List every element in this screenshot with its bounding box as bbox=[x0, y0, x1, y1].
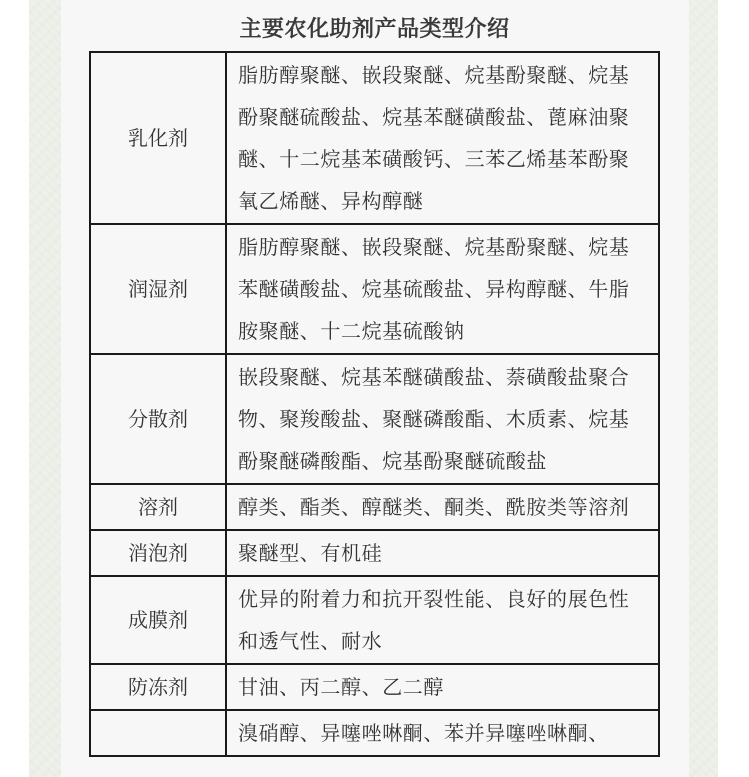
table-row bbox=[90, 224, 659, 354]
row-name-dispersant: 分散剂 bbox=[90, 354, 226, 484]
row-name-defoamer: 消泡剂 bbox=[90, 530, 226, 576]
row-desc-defoamer: 聚醚型、有机硅 bbox=[226, 530, 659, 576]
additive-table bbox=[89, 51, 660, 757]
table-row bbox=[90, 484, 659, 530]
row-desc-antifreeze: 甘油、丙二醇、乙二醇 bbox=[226, 664, 659, 710]
row-name-emulsifier: 乳化剂 bbox=[90, 52, 226, 224]
row-name-film-former: 成膜剂 bbox=[90, 576, 226, 664]
row-desc-film-former: 优异的附着力和抗开裂性能、良好的展色性和透气性、耐水 bbox=[226, 576, 659, 664]
row-desc-emulsifier: 脂肪醇聚醚、嵌段聚醚、烷基酚聚醚、烷基酚聚醚硫酸盐、烷基苯醚磺酸盐、蓖麻油聚醚、十二烷基苯磺酸钙、三苯乙烯基苯酚聚氧乙烯醚、异构醇醚 bbox=[226, 52, 659, 224]
row-name-antifreeze: 防冻剂 bbox=[90, 664, 226, 710]
table-row bbox=[90, 710, 659, 756]
table-row bbox=[90, 52, 659, 224]
row-desc-preservative: 溴硝醇、异噻唑啉酮、苯并异噻唑啉酮、 bbox=[226, 710, 659, 756]
row-name-wetting-agent: 润湿剂 bbox=[90, 224, 226, 354]
table-title: 主要农化助剂产品类型介绍 bbox=[239, 17, 510, 42]
table-row bbox=[90, 354, 659, 484]
row-name-preservative bbox=[90, 710, 226, 756]
row-name-solvent: 溶剂 bbox=[90, 484, 226, 530]
row-desc-dispersant: 嵌段聚醚、烷基苯醚磺酸盐、萘磺酸盐聚合物、聚羧酸盐、聚醚磷酸酯、木质素、烷基酚聚醚磷酸酯、烷基酚聚醚硫酸盐 bbox=[226, 354, 659, 484]
row-desc-solvent: 醇类、酯类、醇醚类、酮类、酰胺类等溶剂 bbox=[226, 484, 659, 530]
table-row bbox=[90, 664, 659, 710]
table-row bbox=[90, 576, 659, 664]
row-desc-wetting-agent: 脂肪醇聚醚、嵌段聚醚、烷基酚聚醚、烷基苯醚磺酸盐、烷基硫酸盐、异构醇醚、牛脂胺聚醚、十二烷基硫酸钠 bbox=[226, 224, 659, 354]
table-row bbox=[90, 530, 659, 576]
